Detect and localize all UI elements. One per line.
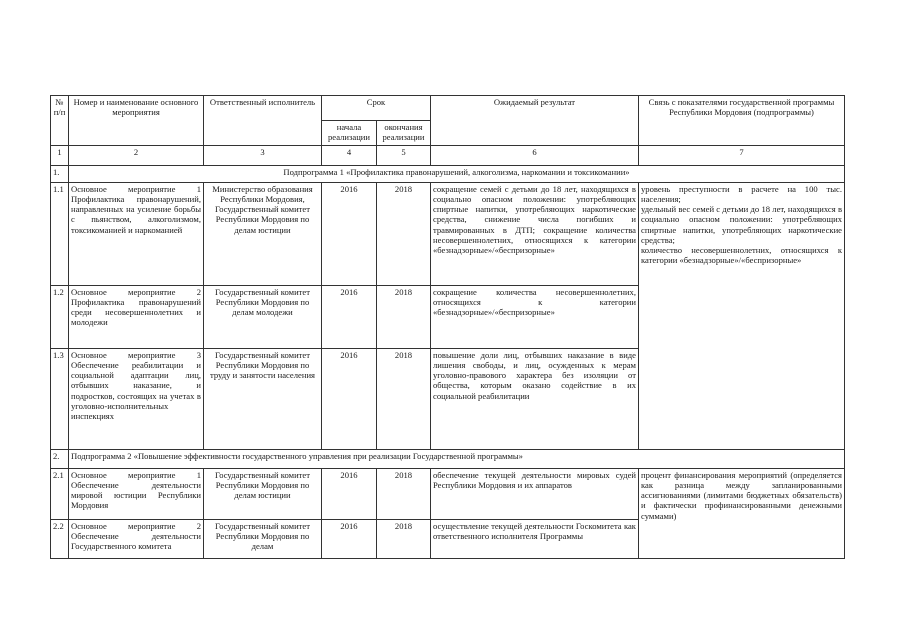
indicator-link: процент финансирования мероприятий (определяется как разница между запланированными ассигнованиями (лимитами бюджетных обязательств) и фактически профинансированными денежными суммами) xyxy=(639,469,845,559)
responsible-executor: Государственный комитет Республики Мордовия по делам юстиции xyxy=(204,469,322,520)
subprogram-num: 2. xyxy=(51,450,69,469)
start-year: 2016 xyxy=(322,349,377,450)
column-number: 3 xyxy=(204,146,322,166)
col-end-header: окончания реализации xyxy=(377,121,431,146)
col-resp-header: Ответственный исполнитель xyxy=(204,96,322,146)
row-num: 1.1 xyxy=(51,183,69,286)
indicator-line: уровень преступности в расчете на 100 тыс. населения; xyxy=(641,184,842,205)
measure-name: Основное мероприятие 1 Обеспечение деятельности мировой юстиции Республики Мордовия xyxy=(69,469,204,520)
table-row xyxy=(51,469,845,520)
column-number: 5 xyxy=(377,146,431,166)
responsible-executor: Государственный комитет Республики Мордовия по делам молодежи xyxy=(204,286,322,349)
table-row xyxy=(51,183,845,286)
column-number: 4 xyxy=(322,146,377,166)
column-number: 2 xyxy=(69,146,204,166)
indicator-line: количество несовершеннолетних, относящихся к категории «безнадзорные»/«беспризорные» xyxy=(641,244,842,265)
program-table xyxy=(50,95,845,559)
end-year: 2018 xyxy=(377,520,431,559)
end-year: 2018 xyxy=(377,183,431,286)
row-num: 2.1 xyxy=(51,469,69,520)
expected-result: сокращение количества несовершеннолетних, относящихся к категории «безнадзорные»/«беспризорные» xyxy=(431,286,639,349)
end-year: 2018 xyxy=(377,349,431,450)
expected-result: сокращение семей с детьми до 18 лет, находящихся в социально опасном положении: употребляющих спиртные напитки, употребляющих наркотические средства, снижение числа погибших и травмированных в ДТП; сокращение количества несовершеннолетних, относящихся к категории «безнадзорные»/«беспризорные» xyxy=(431,183,639,286)
col-result-header: Ожидаемый результат xyxy=(431,96,639,146)
responsible-executor: Государственный комитет Республики Мордовия по делам xyxy=(204,520,322,559)
measure-name: Основное мероприятие 2 Профилактика правонарушений среди несовершеннолетних и молодежи xyxy=(69,286,204,349)
responsible-executor: Министерство образования Республики Мордовия, Государственный комитет Республики Мордовия по делам юстиции xyxy=(204,183,322,286)
col-term-header: Срок xyxy=(322,96,431,121)
subprogram-1-row xyxy=(51,166,845,183)
row-num: 1.3 xyxy=(51,349,69,450)
col-start-header: начала реализации xyxy=(322,121,377,146)
row-num: 2.2 xyxy=(51,520,69,559)
expected-result: обеспечение текущей деятельности мировых судей Республики Мордовия и их аппаратов xyxy=(431,469,639,520)
row-num: 1.2 xyxy=(51,286,69,349)
responsible-executor: Государственный комитет Республики Мордовия по труду и занятости населения xyxy=(204,349,322,450)
column-number: 1 xyxy=(51,146,69,166)
subprogram-title: Подпрограмма 2 «Повышение эффективности государственного управления при реализации Государственной программы» xyxy=(69,450,845,469)
column-number: 6 xyxy=(431,146,639,166)
subprogram-2-row xyxy=(51,450,845,469)
expected-result: повышение доли лиц, отбывших наказание в виде лишения свободы, и лиц, осужденных к мерам уголовно-правового характера без изоляции от общества, которым оказано содействие в их социальной реабилитации xyxy=(431,349,639,450)
column-numbers-row xyxy=(51,146,845,166)
measure-name: Основное мероприятие 2 Обеспечение деятельности Государственного комитета xyxy=(69,520,204,559)
column-number: 7 xyxy=(639,146,845,166)
expected-result: осуществление текущей деятельности Госкомитета как ответственного исполнителя Программы xyxy=(431,520,639,559)
subprogram-num: 1. xyxy=(51,166,69,183)
start-year: 2016 xyxy=(322,286,377,349)
start-year: 2016 xyxy=(322,520,377,559)
measure-name: Основное мероприятие 3 Обеспечение реабилитации и социальной адаптации лиц, отбывших наказание, и подростков, состоящих на учетах в уголовно-исполнительных инспекциях xyxy=(69,349,204,450)
indicator-line: удельный вес семей с детьми до 18 лет, находящихся в социально опасном положении: употребляющих спиртные напитки, употребляющих наркотические средства; xyxy=(641,204,842,245)
subprogram-title: Подпрограмма 1 «Профилактика правонарушений, алкоголизма, наркомании и токсикомании» xyxy=(69,166,845,183)
end-year: 2018 xyxy=(377,286,431,349)
start-year: 2016 xyxy=(322,469,377,520)
col-name-header: Номер и наименование основного мероприятия xyxy=(69,96,204,146)
end-year: 2018 xyxy=(377,469,431,520)
col-link-header: Связь с показателями государственной программы Республики Мордовия (подпрограммы) xyxy=(639,96,845,146)
start-year: 2016 xyxy=(322,183,377,286)
measure-name: Основное мероприятие 1 Профилактика правонарушений, направленных на усиление борьбы с пьянством, алкоголизмом, токсикоманией и наркоманией xyxy=(69,183,204,286)
indicator-link xyxy=(639,183,845,450)
col-num-header: № п/п xyxy=(51,96,69,146)
header-row xyxy=(51,96,845,121)
